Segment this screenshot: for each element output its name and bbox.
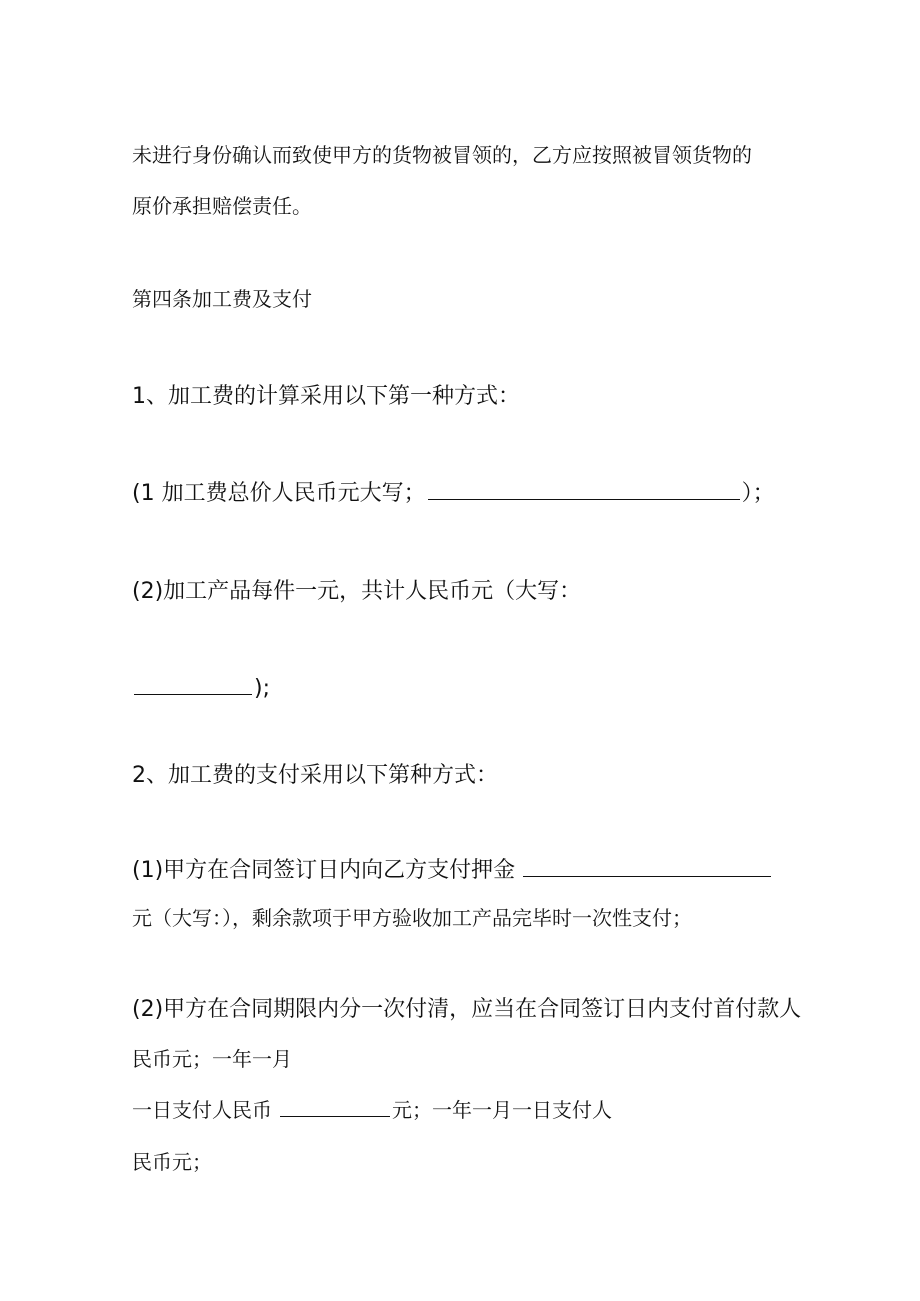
clause-text: (1)甲方在合同签订日内向乙方支付押金	[132, 858, 516, 883]
clause-subitem	[132, 675, 270, 703]
clause-text: (1 加工费总价人民币元大写；	[132, 481, 426, 506]
clause-subitem: (2)甲方在合同期限内分一次付清，应当在合同签订日内支付首付款人	[132, 997, 802, 1022]
paragraph-line: 原价承担赔偿责任。	[132, 194, 312, 218]
fill-in-blank[interactable]	[280, 1098, 390, 1117]
clause-subitem-continued: 民币元；一年一月	[132, 1047, 292, 1071]
clause-text: ）；	[741, 481, 775, 506]
clause-subitem-continued	[132, 1096, 612, 1124]
fill-in-blank[interactable]	[428, 481, 740, 500]
fill-in-blank[interactable]	[134, 676, 252, 695]
article-heading: 第四条加工费及支付	[132, 287, 312, 311]
clause-subitem	[132, 480, 775, 508]
clause-subitem-continued: 民币元；	[132, 1150, 212, 1174]
clause-text: 一日支付人民币	[132, 1098, 272, 1122]
clause-subitem	[132, 857, 773, 885]
fill-in-blank[interactable]	[523, 858, 771, 877]
clause-subitem-continued: 元（大写：），剩余款项于甲方验收加工产品完毕时一次性支付；	[132, 906, 692, 930]
clause-item: 1、加工费的计算采用以下第一种方式：	[132, 384, 520, 409]
paragraph-line: 未进行身份确认而致使甲方的货物被冒领的，乙方应按照被冒领货物的	[132, 143, 752, 167]
clause-item: 2、加工费的支付采用以下第种方式：	[132, 763, 498, 788]
clause-text: );	[254, 676, 270, 701]
clause-text: 元；一年一月一日支付人	[392, 1098, 612, 1122]
clause-subitem: (2)加工产品每件一元，共计人民币元（大写：	[132, 579, 582, 604]
